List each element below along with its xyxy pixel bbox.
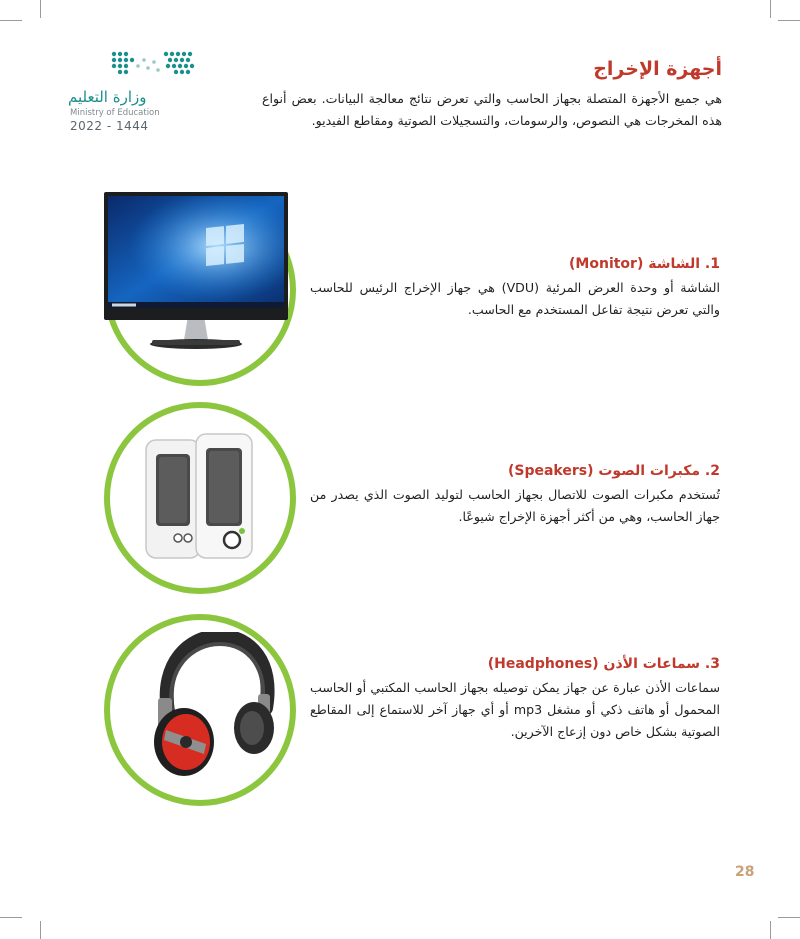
crop-mark — [0, 20, 22, 21]
section-heading — [310, 656, 720, 672]
section-body: سماعات الأذن عبارة عن جهاز يمكن توصيله بجهاز الحاسب المكتبي أو الحاسب المحمول أو هاتف ذكي أو مشغل mp3 أو أي جهاز آخر للاستماع إلى المقاطع الصوتية بشكل خاص دون إزعاج الآخرين. — [310, 680, 721, 739]
section-speakers — [310, 463, 720, 528]
section-heading-text: مكبرات الصوت (Speakers) — [507, 463, 701, 479]
crop-mark — [40, 921, 41, 939]
section-number: 3. — [704, 656, 720, 672]
logo-arabic-text: وزارة التعليم — [68, 88, 147, 106]
section-monitor — [310, 256, 720, 321]
section-heading-text: سماعات الأذن (Headphones) — [487, 656, 701, 672]
headphones-image — [150, 632, 278, 778]
page-title: أجهزة الإخراج — [593, 58, 722, 80]
intro-paragraph: هي جميع الأجهزة المتصلة بجهاز الحاسب والتي تعرض نتائج معالجة البيانات. بعض أنواع هذه المخرجات هي النصوص، والرسومات، والتسجيلات الصوتية ومقاطع الفيديو. — [262, 91, 722, 128]
crop-mark — [770, 0, 771, 18]
crop-mark — [0, 917, 22, 918]
page-number: 28 — [735, 864, 755, 880]
section-headphones — [310, 656, 720, 743]
section-heading-text: الشاشة (Monitor) — [569, 256, 701, 272]
logo-english-text: Ministry of Education — [70, 108, 160, 118]
ministry-logo — [64, 50, 214, 140]
crop-mark — [778, 20, 800, 21]
section-number: 2. — [704, 463, 720, 479]
logo-year-text: 2022 - 1444 — [70, 119, 149, 133]
crop-mark — [40, 0, 41, 18]
section-body: الشاشة أو وحدة العرض المرئية (VDU) هي جهاز الإخراج الرئيس للحاسب والتي تعرض نتيجة تفاعل المستخدم مع الحاسب. — [310, 280, 720, 317]
section-number: 1. — [704, 256, 720, 272]
section-body: تُستخدم مكبرات الصوت للاتصال بجهاز الحاسب لتوليد الصوت الذي يصدر من جهاز الحاسب، وهي من أكثر أجهزة الإخراج شيوعًا. — [310, 487, 720, 524]
section-heading — [310, 463, 720, 479]
section-heading — [310, 256, 720, 272]
crop-mark — [778, 917, 800, 918]
crop-mark — [770, 921, 771, 939]
monitor-image — [104, 192, 288, 354]
ministry-emblem-icon — [110, 50, 196, 76]
speakers-image — [144, 432, 254, 560]
